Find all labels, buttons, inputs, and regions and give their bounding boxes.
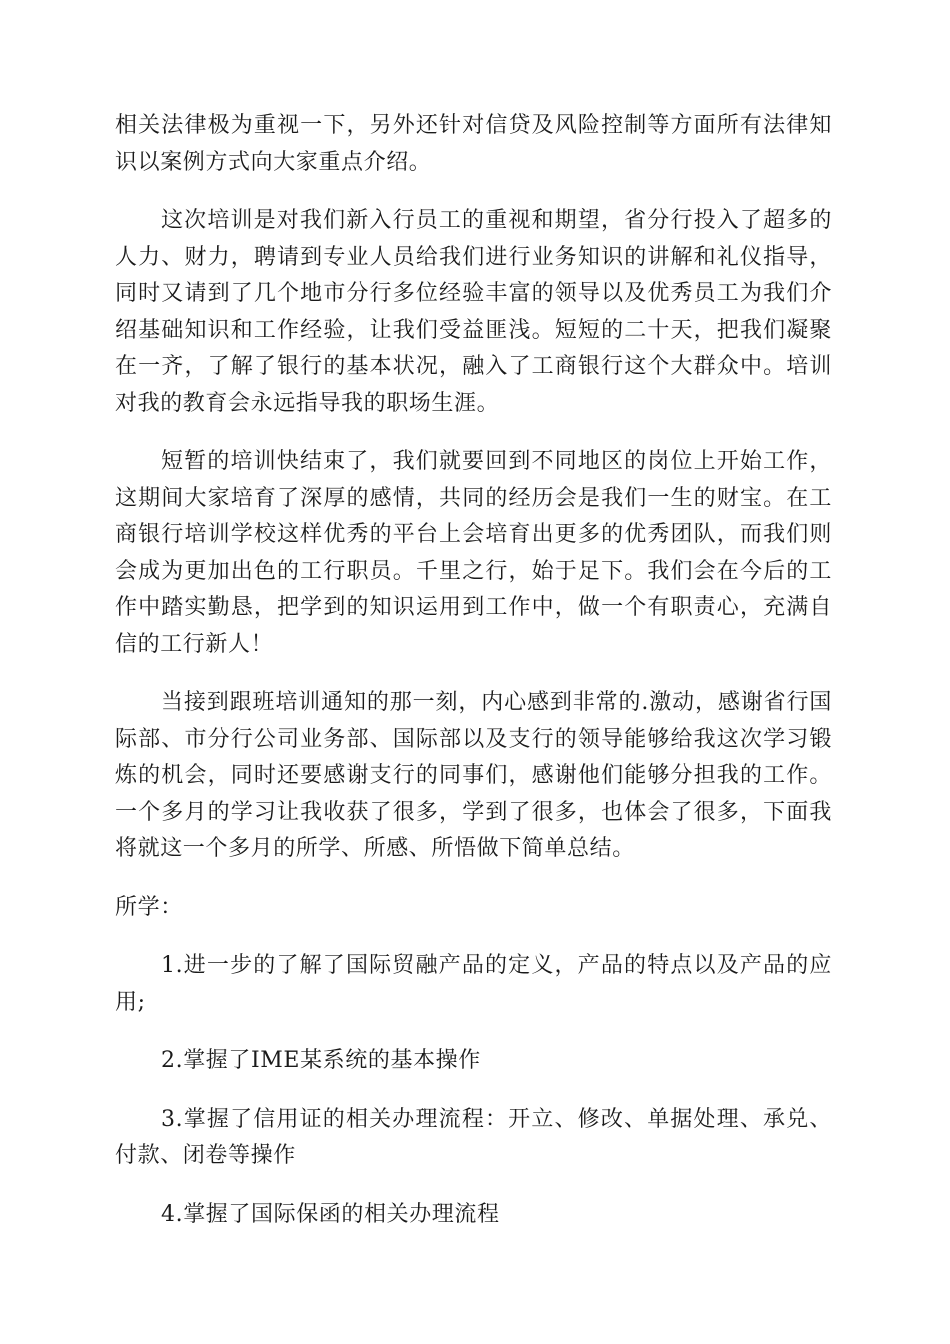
list-item-2: 2.掌握了IME某系统的基本操作	[161, 1048, 481, 1073]
list-item-1: 1.进一步的了解了国际贸融产品的定义，产品的特点以及产品的应用;	[115, 953, 832, 1015]
paragraph-legal-knowledge: 相关法律极为重视一下，另外还针对信贷及风险控制等方面所有法律知识以案例方式向大家重点介绍。	[115, 113, 832, 175]
paragraph-training-importance: 这次培训是对我们新入行员工的重视和期望，省分行投入了超多的人力、财力，聘请到专业人员给我们进行业务知识的讲解和礼仪指导，同时又请到了几个地市分行多位经验丰富的领导以及优秀员工为我们介绍基础知识和工作经验，让我们受益匪浅。短短的二十天，把我们凝聚在一齐，了解了银行的基本状况，融入了工商银行这个大群众中。培训对我的教育会永远指导我的职场生涯。	[115, 208, 832, 416]
paragraph-gratitude: 当接到跟班培训通知的那一刻，内心感到非常的.激动，感谢省行国际部、市分行公司业务部、国际部以及支行的领导能够给我这次学习锻炼的机会，同时还要感谢支行的同事们，感谢他们能够分担我的工作。一个多月的学习让我收获了很多，学到了很多，也体会了很多，下面我将就这一个多月的所学、所感、所悟做下简单总结。	[115, 690, 832, 861]
list-item-3: 3.掌握了信用证的相关办理流程：开立、修改、单据处理、承兑、付款、闭卷等操作	[115, 1106, 832, 1168]
list-item-4: 4.掌握了国际保函的相关办理流程	[161, 1201, 500, 1227]
section-heading-learned: 所学：	[115, 894, 183, 920]
paragraph-training-ending: 短暂的培训快结束了，我们就要回到不同地区的岗位上开始工作，这期间大家培育了深厚的感情，共同的经历会是我们一生的财宝。在工商银行培训学校这样优秀的平台上会培育出更多的优秀团队，而我们则会成为更加出色的工行职员。千里之行，始于足下。我们会在今后的工作中踏实勤恳，把学到的知识运用到工作中，做一个有职责心，充满自信的工行新人！	[115, 449, 832, 657]
